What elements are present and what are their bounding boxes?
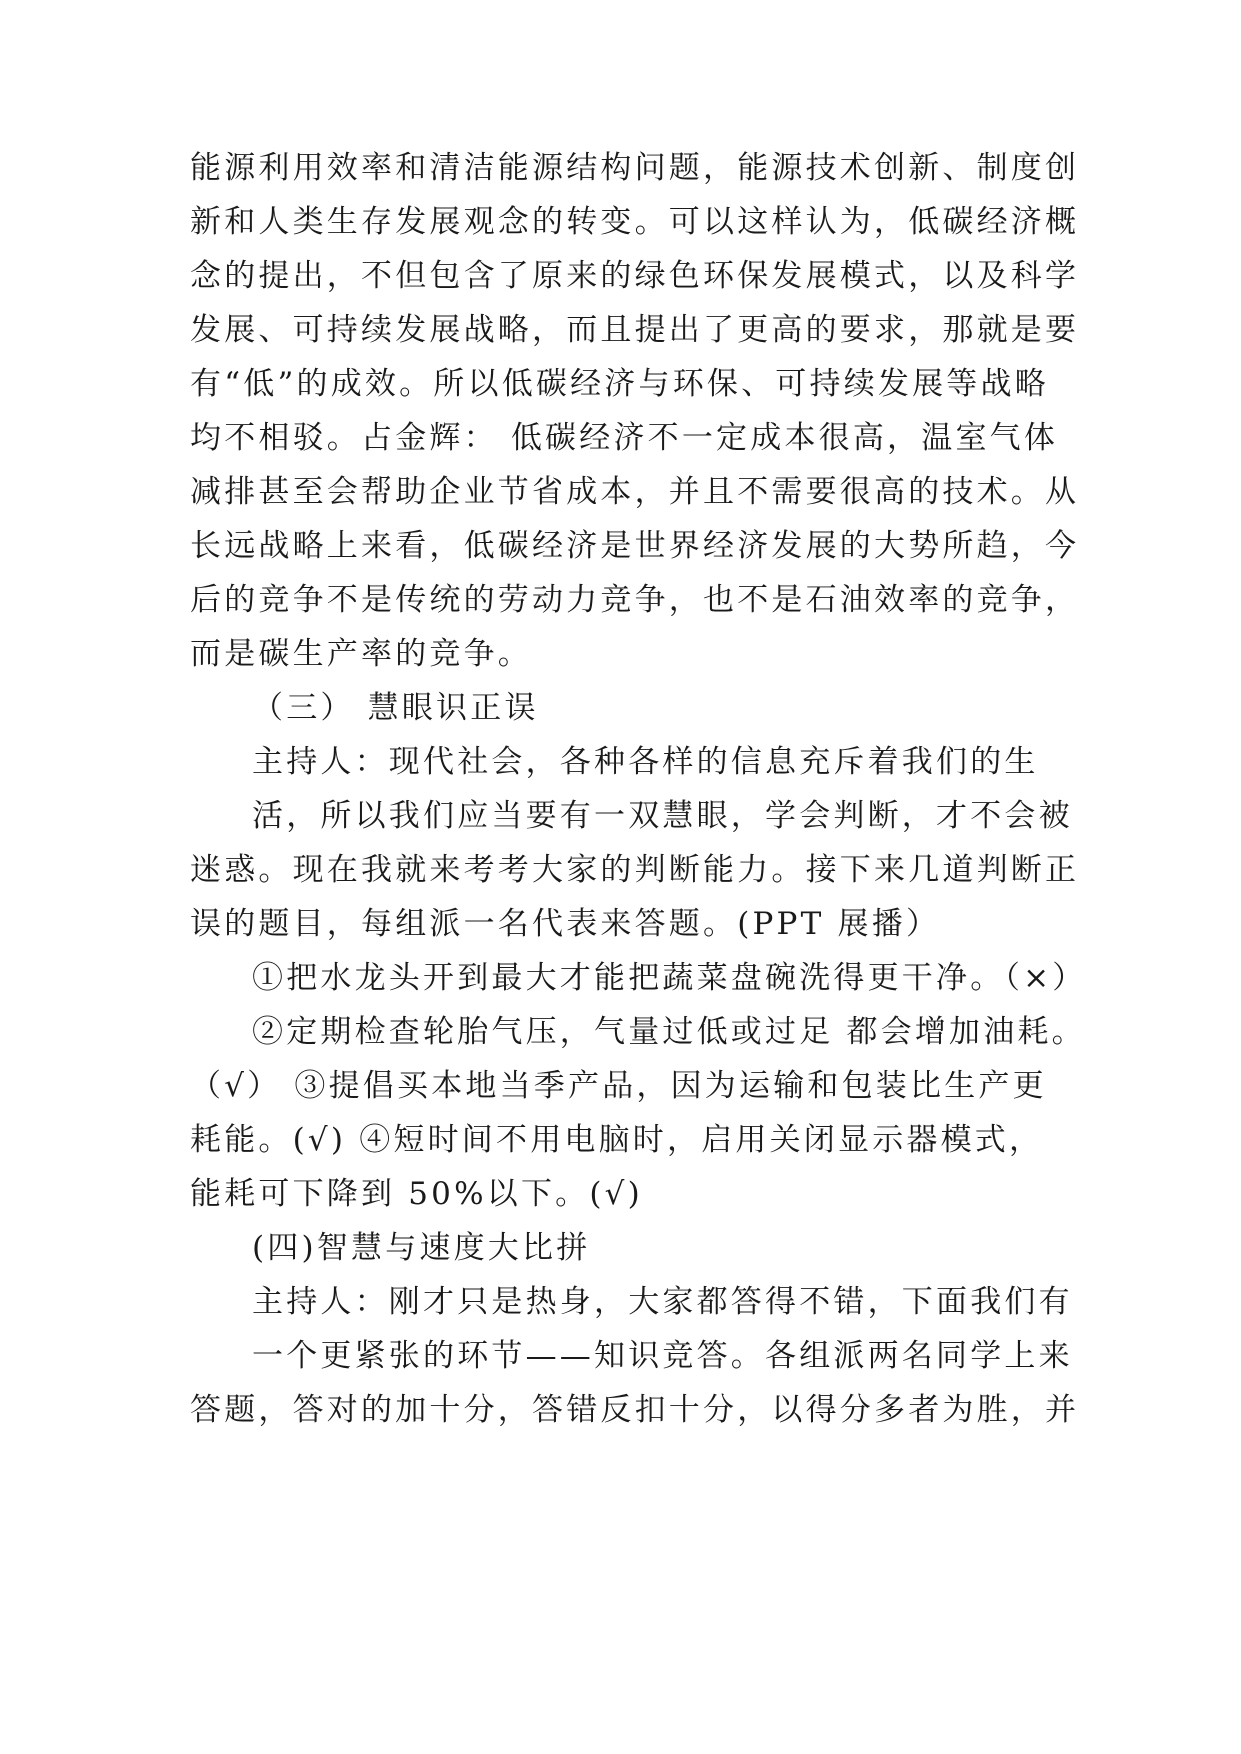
text-line: 后的竞争不是传统的劳动力竞争，也不是石油效率的竞争， [190,582,1080,618]
text-line: 减排甚至会帮助企业节省成本，并且不需要很高的技术。从 [190,474,1080,510]
text-line: 一个更紧张的环节——知识竞答。各组派两名同学上来 [252,1338,1073,1374]
text-line: 误的题目，每组派一名代表来答题。(PPT 展播） [190,906,941,942]
section-heading: (四)智慧与速度大比拼 [252,1230,591,1266]
text-line: （√） ③提倡买本地当季产品，因为运输和包装比生产更 [190,1068,1047,1104]
text-line: 迷惑。现在我就来考考大家的判断能力。接下来几道判断正 [190,852,1080,888]
text-line: 能耗可下降到 50%以下。(√) [190,1176,643,1212]
text-line: 长远战略上来看，低碳经济是世界经济发展的大势所趋，今 [190,528,1080,564]
text-line: 而是碳生产率的竞争。 [190,636,532,672]
text-line: 活，所以我们应当要有一双慧眼，学会判断，才不会被 [252,798,1073,834]
text-line: 主持人：刚才只是热身，大家都答得不错，下面我们有 [252,1284,1073,1320]
text-line: ②定期检查轮胎气压，气量过低或过足 都会增加油耗。 [252,1014,1086,1050]
text-line: 念的提出，不但包含了原来的绿色环保发展模式，以及科学 [190,258,1080,294]
text-line: 发展、可持续发展战略，而且提出了更高的要求，那就是要 [190,312,1080,348]
text-line: ①把水龙头开到最大才能把蔬菜盘碗洗得更干净。（×） [252,960,1087,996]
text-line: 新和人类生存发展观念的转变。可以这样认为，低碳经济概 [190,204,1080,240]
text-line: 答题，答对的加十分，答错反扣十分，以得分多者为胜，并 [190,1392,1080,1428]
text-line: 耗能。(√) ④短时间不用电脑时，启用关闭显示器模式， [190,1122,1044,1158]
text-line: 主持人：现代社会，各种各样的信息充斥着我们的生 [252,744,1039,780]
section-heading: （三） 慧眼识正误 [252,690,539,726]
text-line: 均不相驳。占金辉： 低碳经济不一定成本很高，温室气体 [190,420,1059,456]
text-line: 能源利用效率和清洁能源结构问题，能源技术创新、制度创 [190,150,1080,186]
text-line: 有“低”的成效。所以低碳经济与环保、可持续发展等战略 [190,366,1049,402]
